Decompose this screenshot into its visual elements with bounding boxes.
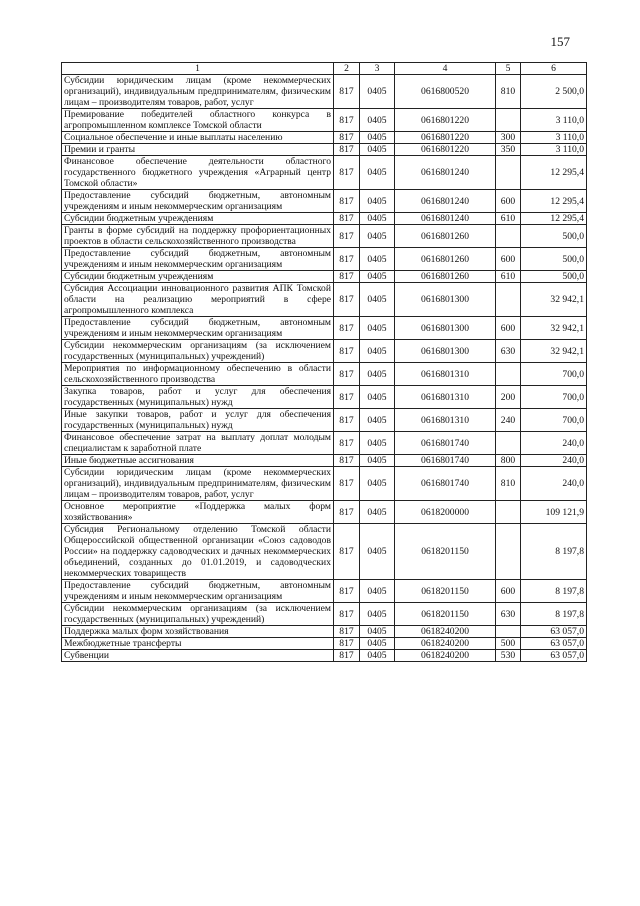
row-section-code: 0405 bbox=[360, 213, 395, 225]
row-amount: 32 942,1 bbox=[521, 317, 587, 340]
table-row bbox=[62, 386, 587, 409]
table-row bbox=[62, 132, 587, 144]
row-amount: 3 110,0 bbox=[521, 144, 587, 156]
row-department-code: 817 bbox=[334, 409, 360, 432]
row-target-article: 0616801220 bbox=[395, 144, 496, 156]
row-expense-type: 810 bbox=[496, 75, 521, 109]
row-expense-type: 500 bbox=[496, 638, 521, 650]
row-section-code: 0405 bbox=[360, 524, 395, 580]
row-department-code: 817 bbox=[334, 467, 360, 501]
row-description: Финансовое обеспечение затрат на выплату доплат молодым специалистам к заработной плате bbox=[62, 432, 334, 455]
row-amount: 700,0 bbox=[521, 409, 587, 432]
row-amount: 3 110,0 bbox=[521, 109, 587, 132]
row-section-code: 0405 bbox=[360, 638, 395, 650]
row-department-code: 817 bbox=[334, 283, 360, 317]
row-expense-type bbox=[496, 524, 521, 580]
row-expense-type: 600 bbox=[496, 580, 521, 603]
table-row bbox=[62, 409, 587, 432]
row-target-article: 0616801260 bbox=[395, 225, 496, 248]
table-row bbox=[62, 75, 587, 109]
row-description: Премирование победителей областного конкурса в агропромышленном комплексе Томской области bbox=[62, 109, 334, 132]
row-description: Премии и гранты bbox=[62, 144, 334, 156]
row-expense-type bbox=[496, 156, 521, 190]
table-row bbox=[62, 650, 587, 662]
row-department-code: 817 bbox=[334, 225, 360, 248]
row-section-code: 0405 bbox=[360, 109, 395, 132]
row-expense-type: 240 bbox=[496, 409, 521, 432]
table-row bbox=[62, 156, 587, 190]
row-department-code: 817 bbox=[334, 638, 360, 650]
row-department-code: 817 bbox=[334, 75, 360, 109]
row-target-article: 0616801300 bbox=[395, 283, 496, 317]
row-expense-type bbox=[496, 283, 521, 317]
table-row bbox=[62, 638, 587, 650]
row-amount: 700,0 bbox=[521, 386, 587, 409]
row-expense-type bbox=[496, 109, 521, 132]
row-expense-type: 600 bbox=[496, 317, 521, 340]
row-expense-type: 630 bbox=[496, 340, 521, 363]
row-amount: 240,0 bbox=[521, 432, 587, 455]
row-target-article: 0616801240 bbox=[395, 190, 496, 213]
row-target-article: 0616801300 bbox=[395, 317, 496, 340]
row-department-code: 817 bbox=[334, 213, 360, 225]
row-department-code: 817 bbox=[334, 340, 360, 363]
row-department-code: 817 bbox=[334, 109, 360, 132]
row-amount: 12 295,4 bbox=[521, 213, 587, 225]
row-section-code: 0405 bbox=[360, 626, 395, 638]
row-description: Субсидии некоммерческим организациям (за исключением государственных (муниципальных) учреждений) bbox=[62, 603, 334, 626]
row-description: Основное мероприятие «Поддержка малых форм хозяйствования» bbox=[62, 501, 334, 524]
row-expense-type: 810 bbox=[496, 467, 521, 501]
row-section-code: 0405 bbox=[360, 225, 395, 248]
row-department-code: 817 bbox=[334, 144, 360, 156]
row-expense-type: 800 bbox=[496, 455, 521, 467]
row-department-code: 817 bbox=[334, 156, 360, 190]
row-department-code: 817 bbox=[334, 455, 360, 467]
row-description: Предоставление субсидий бюджетным, автономным учреждениям и иным некоммерческим организациям bbox=[62, 248, 334, 271]
table-row bbox=[62, 363, 587, 386]
row-expense-type bbox=[496, 626, 521, 638]
row-target-article: 0616801740 bbox=[395, 432, 496, 455]
row-target-article: 0618201150 bbox=[395, 603, 496, 626]
budget-table bbox=[61, 62, 587, 662]
row-description: Финансовое обеспечение деятельности областного государственного бюджетного учреждения «Аграрный центр Томской области» bbox=[62, 156, 334, 190]
row-department-code: 817 bbox=[334, 386, 360, 409]
header-cell-amount: 6 bbox=[521, 63, 587, 75]
row-section-code: 0405 bbox=[360, 455, 395, 467]
row-expense-type: 350 bbox=[496, 144, 521, 156]
row-department-code: 817 bbox=[334, 432, 360, 455]
row-amount: 12 295,4 bbox=[521, 190, 587, 213]
row-department-code: 817 bbox=[334, 248, 360, 271]
row-amount: 700,0 bbox=[521, 363, 587, 386]
row-amount: 109 121,9 bbox=[521, 501, 587, 524]
row-section-code: 0405 bbox=[360, 409, 395, 432]
row-section-code: 0405 bbox=[360, 283, 395, 317]
header-cell-expense-type: 5 bbox=[496, 63, 521, 75]
table-row bbox=[62, 524, 587, 580]
row-department-code: 817 bbox=[334, 190, 360, 213]
row-section-code: 0405 bbox=[360, 467, 395, 501]
table-row bbox=[62, 626, 587, 638]
row-amount: 2 500,0 bbox=[521, 75, 587, 109]
row-department-code: 817 bbox=[334, 580, 360, 603]
row-amount: 8 197,8 bbox=[521, 603, 587, 626]
row-department-code: 817 bbox=[334, 650, 360, 662]
row-section-code: 0405 bbox=[360, 650, 395, 662]
row-description: Субсидия Ассоциации инновационного развития АПК Томской области на реализацию мероприятий в сфере агропромышленного комплекса bbox=[62, 283, 334, 317]
row-description: Мероприятия по информационному обеспечению в области сельскохозяйственного производства bbox=[62, 363, 334, 386]
table-row bbox=[62, 467, 587, 501]
table-row bbox=[62, 455, 587, 467]
row-expense-type: 610 bbox=[496, 271, 521, 283]
row-target-article: 0616801300 bbox=[395, 340, 496, 363]
table-row bbox=[62, 580, 587, 603]
row-section-code: 0405 bbox=[360, 132, 395, 144]
row-target-article: 0616801220 bbox=[395, 132, 496, 144]
row-section-code: 0405 bbox=[360, 386, 395, 409]
row-description: Субвенции bbox=[62, 650, 334, 662]
row-description: Закупка товаров, работ и услуг для обеспечения государственных (муниципальных) нужд bbox=[62, 386, 334, 409]
row-department-code: 817 bbox=[334, 603, 360, 626]
row-description: Субсидии юридическим лицам (кроме некоммерческих организаций), индивидуальным предпринимателям, физическим лицам – производителям товаров, работ, услуг bbox=[62, 467, 334, 501]
row-expense-type bbox=[496, 225, 521, 248]
row-amount: 63 057,0 bbox=[521, 638, 587, 650]
row-section-code: 0405 bbox=[360, 432, 395, 455]
table-row bbox=[62, 317, 587, 340]
row-target-article: 0616801260 bbox=[395, 248, 496, 271]
page-number: 157 bbox=[550, 34, 570, 49]
table-row bbox=[62, 225, 587, 248]
row-department-code: 817 bbox=[334, 132, 360, 144]
row-amount: 8 197,8 bbox=[521, 524, 587, 580]
row-department-code: 817 bbox=[334, 317, 360, 340]
row-section-code: 0405 bbox=[360, 363, 395, 386]
row-description: Иные закупки товаров, работ и услуг для обеспечения государственных (муниципальных) нужд bbox=[62, 409, 334, 432]
row-description: Иные бюджетные ассигнования bbox=[62, 455, 334, 467]
row-target-article: 0616801310 bbox=[395, 363, 496, 386]
row-description: Субсидии бюджетным учреждениям bbox=[62, 213, 334, 225]
row-department-code: 817 bbox=[334, 363, 360, 386]
row-expense-type: 600 bbox=[496, 248, 521, 271]
row-section-code: 0405 bbox=[360, 156, 395, 190]
row-description: Предоставление субсидий бюджетным, автономным учреждениям и иным некоммерческим организациям bbox=[62, 317, 334, 340]
row-section-code: 0405 bbox=[360, 580, 395, 603]
row-description: Субсидии юридическим лицам (кроме некоммерческих организаций), индивидуальным предпринимателям, физическим лицам – производителям товаров, работ, услуг bbox=[62, 75, 334, 109]
row-expense-type: 200 bbox=[496, 386, 521, 409]
row-target-article: 0616801220 bbox=[395, 109, 496, 132]
row-target-article: 0618240200 bbox=[395, 626, 496, 638]
row-amount: 240,0 bbox=[521, 467, 587, 501]
row-target-article: 0616801310 bbox=[395, 409, 496, 432]
table-header-row bbox=[62, 63, 587, 75]
row-department-code: 817 bbox=[334, 626, 360, 638]
row-department-code: 817 bbox=[334, 524, 360, 580]
row-section-code: 0405 bbox=[360, 501, 395, 524]
row-description: Предоставление субсидий бюджетным, автономным учреждениям и иным некоммерческим организациям bbox=[62, 190, 334, 213]
row-amount: 32 942,1 bbox=[521, 340, 587, 363]
row-section-code: 0405 bbox=[360, 271, 395, 283]
table-row bbox=[62, 283, 587, 317]
row-description: Субсидии некоммерческим организациям (за исключением государственных (муниципальных) учреждений) bbox=[62, 340, 334, 363]
table-row bbox=[62, 501, 587, 524]
row-target-article: 0616801240 bbox=[395, 156, 496, 190]
row-target-article: 0616801240 bbox=[395, 213, 496, 225]
row-department-code: 817 bbox=[334, 501, 360, 524]
table-row bbox=[62, 190, 587, 213]
row-expense-type bbox=[496, 432, 521, 455]
row-description: Межбюджетные трансферты bbox=[62, 638, 334, 650]
table-row bbox=[62, 603, 587, 626]
row-target-article: 0616801260 bbox=[395, 271, 496, 283]
table-body bbox=[62, 63, 587, 662]
row-amount: 500,0 bbox=[521, 271, 587, 283]
row-amount: 12 295,4 bbox=[521, 156, 587, 190]
table-row bbox=[62, 109, 587, 132]
row-target-article: 0618201150 bbox=[395, 524, 496, 580]
table-row bbox=[62, 248, 587, 271]
row-expense-type: 610 bbox=[496, 213, 521, 225]
header-cell-description: 1 bbox=[62, 63, 334, 75]
row-amount: 63 057,0 bbox=[521, 650, 587, 662]
row-target-article: 0618200000 bbox=[395, 501, 496, 524]
row-section-code: 0405 bbox=[360, 317, 395, 340]
row-amount: 32 942,1 bbox=[521, 283, 587, 317]
row-amount: 500,0 bbox=[521, 248, 587, 271]
row-target-article: 0618240200 bbox=[395, 650, 496, 662]
row-amount: 63 057,0 bbox=[521, 626, 587, 638]
row-section-code: 0405 bbox=[360, 603, 395, 626]
row-section-code: 0405 bbox=[360, 340, 395, 363]
row-expense-type: 300 bbox=[496, 132, 521, 144]
row-expense-type bbox=[496, 501, 521, 524]
row-expense-type: 600 bbox=[496, 190, 521, 213]
row-description: Субсидия Региональному отделению Томской области Общероссийской общественной организации «Союз садоводов России» на поддержку садоводческих и дачных некоммерческих объединений, созданных до 01.01.2019, и садоводческих некоммерческих товариществ bbox=[62, 524, 334, 580]
row-department-code: 817 bbox=[334, 271, 360, 283]
row-description: Гранты в форме субсидий на поддержку профориентационных проектов в области сельскохозяйственного производства bbox=[62, 225, 334, 248]
table-row bbox=[62, 271, 587, 283]
row-target-article: 0616801740 bbox=[395, 467, 496, 501]
row-target-article: 0618201150 bbox=[395, 580, 496, 603]
header-cell-department: 2 bbox=[334, 63, 360, 75]
row-amount: 3 110,0 bbox=[521, 132, 587, 144]
table-row bbox=[62, 213, 587, 225]
table-row bbox=[62, 144, 587, 156]
row-amount: 8 197,8 bbox=[521, 580, 587, 603]
row-expense-type: 530 bbox=[496, 650, 521, 662]
row-amount: 240,0 bbox=[521, 455, 587, 467]
row-description: Субсидии бюджетным учреждениям bbox=[62, 271, 334, 283]
header-cell-section: 3 bbox=[360, 63, 395, 75]
table-row bbox=[62, 340, 587, 363]
row-amount: 500,0 bbox=[521, 225, 587, 248]
row-expense-type: 630 bbox=[496, 603, 521, 626]
row-description: Поддержка малых форм хозяйствования bbox=[62, 626, 334, 638]
header-cell-target-article: 4 bbox=[395, 63, 496, 75]
row-target-article: 0616801310 bbox=[395, 386, 496, 409]
row-target-article: 0616800520 bbox=[395, 75, 496, 109]
row-section-code: 0405 bbox=[360, 75, 395, 109]
row-target-article: 0618240200 bbox=[395, 638, 496, 650]
row-expense-type bbox=[496, 363, 521, 386]
row-description: Социальное обеспечение и иные выплаты населению bbox=[62, 132, 334, 144]
row-section-code: 0405 bbox=[360, 248, 395, 271]
row-section-code: 0405 bbox=[360, 190, 395, 213]
table-row bbox=[62, 432, 587, 455]
row-target-article: 0616801740 bbox=[395, 455, 496, 467]
row-section-code: 0405 bbox=[360, 144, 395, 156]
row-description: Предоставление субсидий бюджетным, автономным учреждениям и иным некоммерческим организациям bbox=[62, 580, 334, 603]
